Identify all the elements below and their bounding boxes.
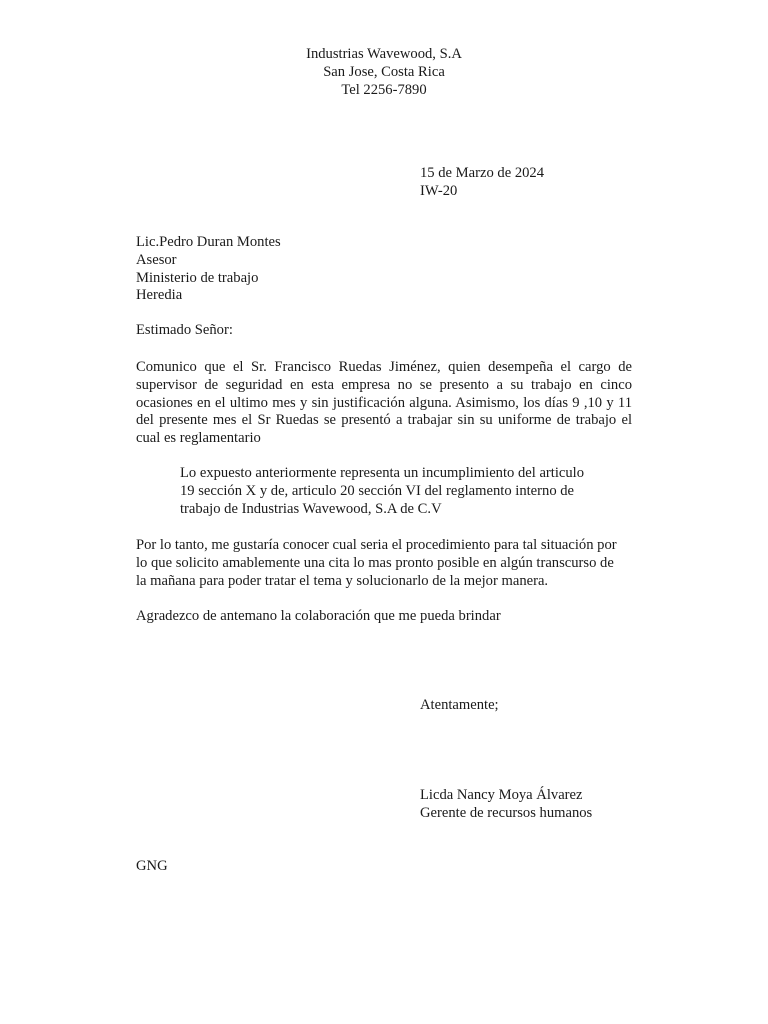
quoted-paragraph [180, 465, 610, 518]
recipient-organization: Ministerio de trabajo [136, 269, 259, 286]
date-block [420, 165, 720, 201]
company-location: San Jose, Costa Rica [323, 63, 445, 80]
recipient-name: Lic.Pedro Duran Montes [136, 234, 281, 250]
thanks-line: Agradezco de antemano la colaboración que me pueda brindar [136, 608, 501, 624]
conclusion-line: la mañana para poder tratar el tema y solucionarlo de la mejor manera. [136, 572, 549, 589]
letterhead [136, 46, 632, 99]
conclusion-paragraph [136, 537, 632, 590]
signer-title: Gerente de recursos humanos [420, 804, 593, 821]
quote-line: 19 sección X y de, articulo 20 sección VI del reglamento interno de [180, 482, 575, 499]
signature-block [420, 787, 720, 823]
company-phone: Tel 2256-7890 [341, 81, 427, 98]
typist-initials: GNG [136, 858, 168, 874]
company-name: Industrias Wavewood, S.A [306, 46, 462, 62]
recipient-title: Asesor [136, 251, 177, 268]
signer-name: Licda Nancy Moya Álvarez [420, 787, 583, 803]
quote-line: Lo expuesto anteriormente representa un incumplimiento del articulo [180, 465, 585, 481]
reference-number: IW-20 [420, 182, 458, 199]
salutation: Estimado Señor: [136, 322, 233, 338]
body-paragraph: Comunico que el Sr. Francisco Ruedas Jiménez, quien desempeña el cargo de supervisor de seguridad en esta empresa no se presento a su trabajo en cinco ocasiones en el ultimo mes y sin justificación alguna. Asimismo, los días 9 ,10 y 11 del presente mes el Sr Ruedas se presentó a trabajar sin su uniforme de trabajo el cual es reglamentario [136, 359, 632, 447]
conclusion-line: lo que solicito amablemente una cita lo mas pronto posible en algún transcurso de [136, 554, 614, 571]
conclusion-line: Por lo tanto, me gustaría conocer cual seria el procedimiento para tal situación por [136, 537, 617, 553]
letter-date: 15 de Marzo de 2024 [420, 165, 545, 181]
closing: Atentamente; [420, 697, 499, 713]
recipient-block [136, 234, 536, 305]
quote-line: trabajo de Industrias Wavewood, S.A de C.V [180, 500, 442, 517]
recipient-city: Heredia [136, 287, 183, 304]
